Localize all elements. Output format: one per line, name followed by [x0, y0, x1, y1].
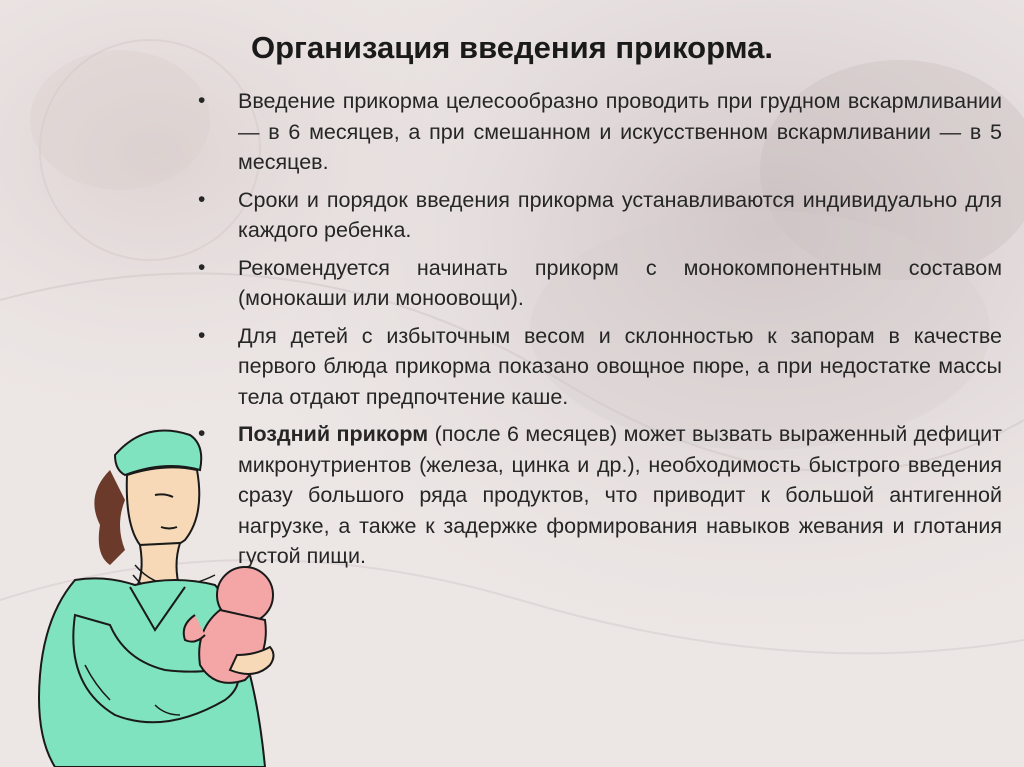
bullet-item	[196, 321, 1002, 413]
bullet-item	[196, 419, 1002, 572]
bullet-text: Сроки и порядок введения прикорма устанавливаются индивидуально для каждого ребенка.	[238, 187, 1002, 242]
bullet-bold-lead: Поздний прикорм	[238, 422, 429, 446]
slide-title: Организация введения прикорма.	[250, 30, 774, 65]
bullet-text: Для детей с избыточным весом и склонностью к запорам в качестве первого блюда прикорма показано овощное пюре, а при недостатке массы тела отдают предпочтение каше.	[238, 323, 1002, 409]
bullet-glyph: •	[198, 187, 206, 211]
bullet-text: Введение прикорма целесообразно проводить при грудном вскармливании — в 6 месяцев, а при смешанном и искусственном вскармливании — в 5 месяцев.	[238, 89, 1002, 174]
bullet-text: Рекомендуется начинать прикорм с монокомпонентным составом (монокаши или моноовощи).	[238, 255, 1002, 310]
bullet-glyph: •	[198, 255, 206, 279]
bullet-list	[196, 86, 1002, 579]
bullet-item	[196, 86, 1002, 178]
bullet-glyph: •	[198, 89, 206, 112]
bullet-text: (после 6 месяцев) может вызвать выраженный дефицит микронутриентов (железа, цинка и др.), необходимость быстрого введения сразу большого ряда продуктов, что приводит к большой антигенной нагрузке, а также к задержке формирования навыков жевания и глотания густой пищи.	[238, 422, 1002, 568]
bullet-item	[196, 185, 1002, 246]
bullet-glyph: •	[198, 422, 206, 445]
bullet-glyph: •	[198, 323, 206, 347]
nurse-holding-baby-icon	[15, 415, 315, 767]
bullet-item	[196, 253, 1002, 314]
